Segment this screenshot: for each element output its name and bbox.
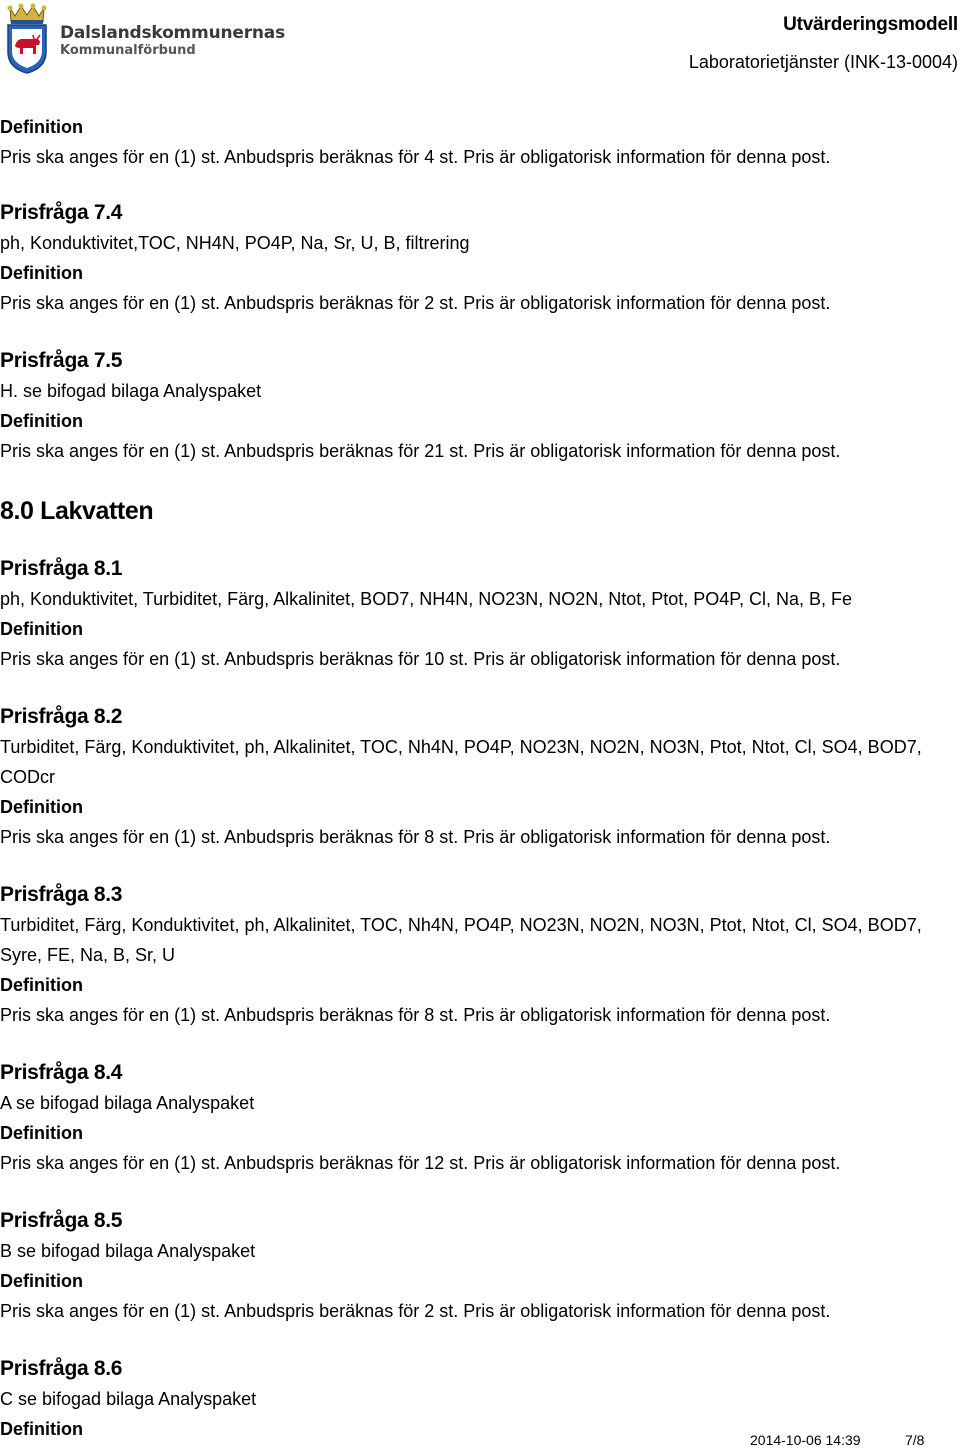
price-instruction: Pris ska anges för en (1) st. Anbudspris beräknas för 2 st. Pris är obligatorisk information för denna post. [0, 293, 831, 313]
definition-label: Definition [0, 975, 83, 995]
question-description: H. se bifogad bilaga Analyspaket [0, 381, 262, 401]
definition-label: Definition [0, 1271, 83, 1291]
question-description: A se bifogad bilaga Analyspaket [0, 1093, 255, 1113]
definition-label: Definition [0, 1123, 83, 1143]
definition-label: Definition [0, 619, 83, 639]
question-description: C se bifogad bilaga Analyspaket [0, 1389, 257, 1409]
question-block [0, 198, 960, 318]
question-description: Turbiditet, Färg, Konduktivitet, ph, Alkalinitet, TOC, Nh4N, PO4P, NO23N, NO2N, NO3N, Ptot, Ntot, Cl, SO4, BOD7, Syre, FE, Na, B, Sr, U [0, 915, 922, 965]
document-subtitle: Laboratorietjänster (INK-13-0004) [688, 52, 958, 72]
price-instruction: Pris ska anges för en (1) st. Anbudspris beräknas för 12 st. Pris är obligatorisk information för denna post. [0, 1153, 841, 1173]
document-title: Utvärderingsmodell [783, 14, 958, 35]
question-title: Prisfråga 8.4 [0, 1061, 123, 1084]
definition-label: Definition [0, 263, 83, 283]
question-title: Prisfråga 7.4 [0, 201, 123, 224]
question-block [0, 1354, 960, 1444]
page-header [0, 0, 960, 80]
definition-label: Definition [0, 411, 83, 431]
definition-label: Definition [0, 117, 83, 137]
question-title: Prisfråga 8.1 [0, 557, 123, 580]
question-block [0, 346, 960, 466]
org-logo [4, 2, 285, 74]
price-instruction: Pris ska anges för en (1) st. Anbudspris beräknas för 8 st. Pris är obligatorisk information för denna post. [0, 827, 831, 847]
definition-label: Definition [0, 797, 83, 817]
question-title: Prisfråga 8.6 [0, 1357, 123, 1380]
price-instruction: Pris ska anges för en (1) st. Anbudspris beräknas för 2 st. Pris är obligatorisk information för denna post. [0, 1301, 831, 1321]
question-title: Prisfråga 7.5 [0, 349, 123, 372]
price-instruction: Pris ska anges för en (1) st. Anbudspris beräknas för 10 st. Pris är obligatorisk information för denna post. [0, 649, 841, 669]
document-body [0, 112, 960, 1444]
question-block [0, 1058, 960, 1178]
question-title: Prisfråga 8.3 [0, 883, 123, 906]
coat-of-arms-icon [4, 2, 50, 74]
footer-timestamp: 2014-10-06 14:39 [750, 1432, 861, 1448]
question-description: ph, Konduktivitet,TOC, NH4N, PO4P, Na, Sr, U, B, filtrering [0, 233, 470, 253]
section-heading: 8.0 Lakvatten [0, 497, 154, 525]
org-subname: Kommunalförbund [60, 43, 196, 58]
question-description: ph, Konduktivitet, Turbiditet, Färg, Alkalinitet, BOD7, NH4N, NO23N, NO2N, Ntot, Ptot, PO4P, Cl, Na, B, Fe [0, 589, 853, 609]
question-block [0, 1206, 960, 1326]
question-description: Turbiditet, Färg, Konduktivitet, ph, Alkalinitet, TOC, Nh4N, PO4P, NO23N, NO2N, NO3N, Ptot, Ntot, Cl, SO4, BOD7, CODcr [0, 737, 922, 787]
question-title: Prisfråga 8.5 [0, 1209, 123, 1232]
page-number: 7/8 [905, 1432, 925, 1448]
question-description: B se bifogad bilaga Analyspaket [0, 1241, 256, 1261]
question-block [0, 554, 960, 674]
price-instruction: Pris ska anges för en (1) st. Anbudspris beräknas för 21 st. Pris är obligatorisk information för denna post. [0, 441, 841, 461]
price-instruction: Pris ska anges för en (1) st. Anbudspris beräknas för 8 st. Pris är obligatorisk information för denna post. [0, 1005, 831, 1025]
price-instruction: Pris ska anges för en (1) st. Anbudspris beräknas för 4 st. Pris är obligatorisk information för denna post. [0, 147, 831, 167]
question-block [0, 880, 960, 1030]
definition-label: Definition [0, 1419, 83, 1439]
question-block [0, 702, 960, 852]
question-title: Prisfråga 8.2 [0, 705, 123, 728]
question-block [0, 112, 960, 172]
org-name: Dalslandskommunernas [60, 23, 285, 43]
